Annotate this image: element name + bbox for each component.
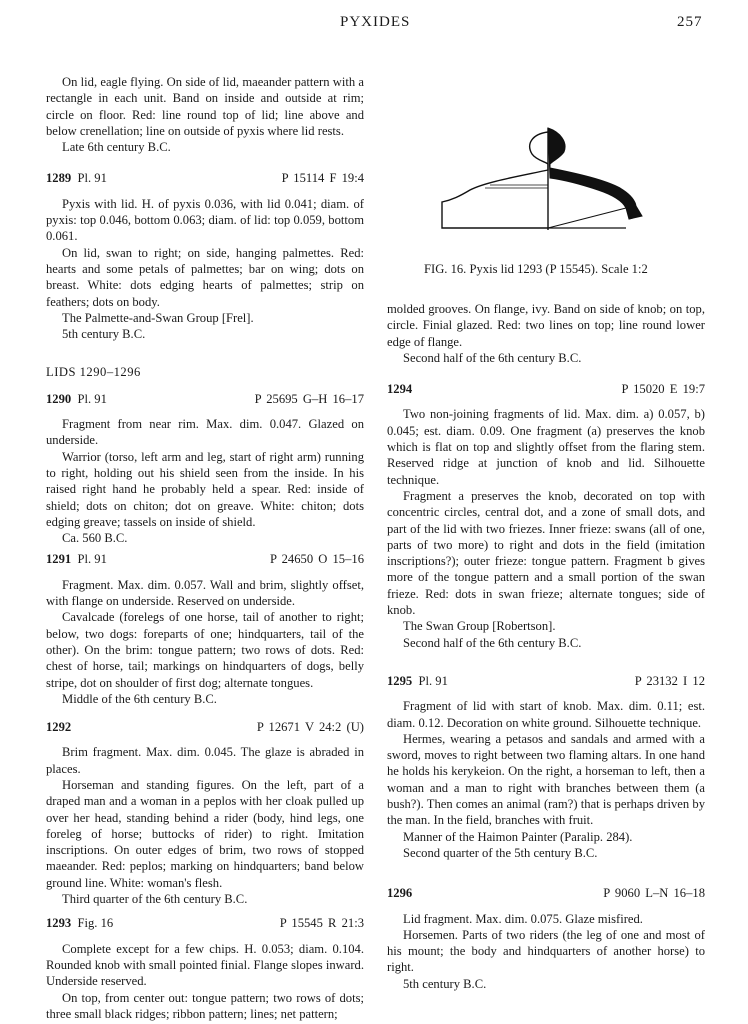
paragraph: Hermes, wearing a petasos and sandals and armed with a sword, moves to right between two flaming altars. In one hand he holds his kerykeion. On the right, a horseman to left, then a woman and a man to right with branches between them (a bush?). Then comes an animal (ram?) that is perhaps driven by the man. In the field, branches with fruit. <box>387 731 705 828</box>
paragraph: On lid, eagle flying. On side of lid, maeander pattern with a rectangle in each unit. Band on inside and outside at rim; circle on floor. Red: line round top of lid; line above and below crenellation; line on outside of pyxis where lid rests. <box>46 75 364 138</box>
catalog-heading-1289: 1289 Pl. 91 P 15114 F 19:4 <box>46 171 364 186</box>
paragraph: Fragment from near rim. Max. dim. 0.047. Glazed on underside. <box>46 417 364 448</box>
figure-caption: FIG. 16. Pyxis lid 1293 (P 15545). Scale 1:2 <box>424 262 648 276</box>
right-column <box>387 301 705 992</box>
paragraph: Fragment. Max. dim. 0.057. Wall and brim, slightly offset, with flange on underside. Reserved on underside. <box>46 577 364 609</box>
paragraph: Cavalcade (forelegs of one horse, tail of another to right; below, two dogs: foreparts of one; hindquarters, tail of the other). On the brim: tongue pattern; two rows of dots. Red: chest of horse, tail; markings on hindquarters of dogs, belly stripe, dot on shoulder of first dog; alternate tongues. <box>46 610 364 690</box>
lid-profile-outline <box>442 132 548 228</box>
paragraph: Complete except for a few chips. H. 0.053; diam. 0.104. Rounded knob with small pointed finial. Flange slopes inward. Underside reserved. <box>46 941 364 989</box>
left-column <box>46 74 364 1022</box>
paragraph: Two non-joining fragments of lid. Max. dim. a) 0.057, b) 0.045; est. diam. 0.09. One fragment (a) preserves the knob which is flat on top and slightly offset from the flaring stem. Reserved ridge at junction of knob and lid. Silhouette technique. <box>387 407 705 487</box>
paragraph: Warrior (torso, left arm and leg, start of right arm) running to right, holding out his shield seen from the inside. In his raised right hand he probably held a spear. Red: inside of shield; dots on chiton; dot on greave. White: chiton; dots edging greave; tassels on inside of shield. <box>46 449 364 529</box>
date-line: Ca. 560 B.C. <box>62 531 128 546</box>
paragraph: molded grooves. On flange, ivy. Band on side of knob; on top, circle. Finial glazed. Red: two lines on top; line round lower edge of flange. <box>387 302 705 349</box>
paragraph: On top, from center out: tongue pattern; two rows of dots; three small black ridges; ribbon pattern; lines; net pattern; <box>46 990 364 1021</box>
paragraph: Brim fragment. Max. dim. 0.045. The glaze is abraded in places. <box>46 745 364 776</box>
catalog-heading-1291: 1291 Pl. 91 P 24650 O 15–16 <box>46 552 364 567</box>
date-line: 5th century B.C. <box>62 327 146 342</box>
section-heading: LIDS 1290–1296 <box>46 365 141 380</box>
paragraph: Fragment a preserves the knob, decorated on top with concentric circles, central dot, and a zone of small dots, and part of the lid with two friezes. Inner frieze: swans (all of one, parts of two more) to right and dots in the field (imitation inscriptions?); outer frieze: tongue pattern. Fragment b gives more of the tongue pattern and a small portion of the swan frieze. Red: dots in swan frieze; alternate tongues; side of knob. <box>387 488 705 618</box>
paragraph: On lid, swan to right; on side, hanging palmettes. Red: hearts and some petals of palmettes; bar on wing; dots on breast. White: dots edging hearts of palmettes; strip on feathers; dots on body. <box>46 245 364 309</box>
date-line: Second half of the 6th century B.C. <box>403 635 582 650</box>
paragraph: Manner of the Haimon Painter (Paralip. 284). <box>403 829 633 844</box>
paragraph: Horseman and standing figures. On the left, part of a draped man and a woman in a peplos with her cloak pulled up over her head, standing behind a rider (body, hind legs, one foreleg of horse; buttocks of rider) to right. Imitation inscriptions. On outer edges of brim, two rows of stopped maeander. Red: peplos; marking on hindquarters; band below ground line. White: woman's flesh. <box>46 777 364 890</box>
date-line: Second half of the 6th century B.C. <box>403 350 582 365</box>
paragraph: Horsemen. Parts of two riders (the leg of one and most of his mount; the body and hindquarters of another horse) to right. <box>387 927 705 975</box>
catalog-heading-1296: 1296 P 9060 L–N 16–18 <box>387 886 705 901</box>
paragraph: The Swan Group [Robertson]. <box>403 619 556 634</box>
date-line: Third quarter of the 6th century B.C. <box>62 892 248 907</box>
page-number: 257 <box>677 14 703 30</box>
paragraph: Fragment of lid with start of knob. Max. dim. 0.11; est. diam. 0.12. Decoration on white ground. Silhouette technique. <box>387 699 705 730</box>
catalog-heading-1294: 1294 P 15020 E 19:7 <box>387 382 705 397</box>
paragraph: Lid fragment. Max. dim. 0.075. Glaze misfired. <box>403 911 643 926</box>
catalog-heading-1295: 1295 Pl. 91 P 23132 I 12 <box>387 673 705 688</box>
running-head: PYXIDES <box>340 14 411 30</box>
lid-section-solid <box>548 128 636 219</box>
catalog-heading-1292: 1292 P 12671 V 24:2 (U) <box>46 720 364 735</box>
date-line: 5th century B.C. <box>403 976 487 991</box>
paragraph: The Palmette-and-Swan Group [Frel]. <box>62 310 254 325</box>
date-line: Middle of the 6th century B.C. <box>62 691 217 706</box>
catalog-heading-1293: 1293 Fig. 16 P 15545 R 21:3 <box>46 916 364 931</box>
date-line: Second quarter of the 5th century B.C. <box>403 845 598 860</box>
paragraph: Pyxis with lid. H. of pyxis 0.036, with lid 0.041; diam. of pyxis: top 0.046, bottom 0.063; diam. of lid: top 0.059, bottom 0.061. <box>46 196 364 244</box>
catalog-heading-1290: 1290 Pl. 91 P 25695 G–H 16–17 <box>46 391 364 406</box>
pyxis-lid-drawing <box>430 120 670 250</box>
date-line: Late 6th century B.C. <box>62 140 171 155</box>
